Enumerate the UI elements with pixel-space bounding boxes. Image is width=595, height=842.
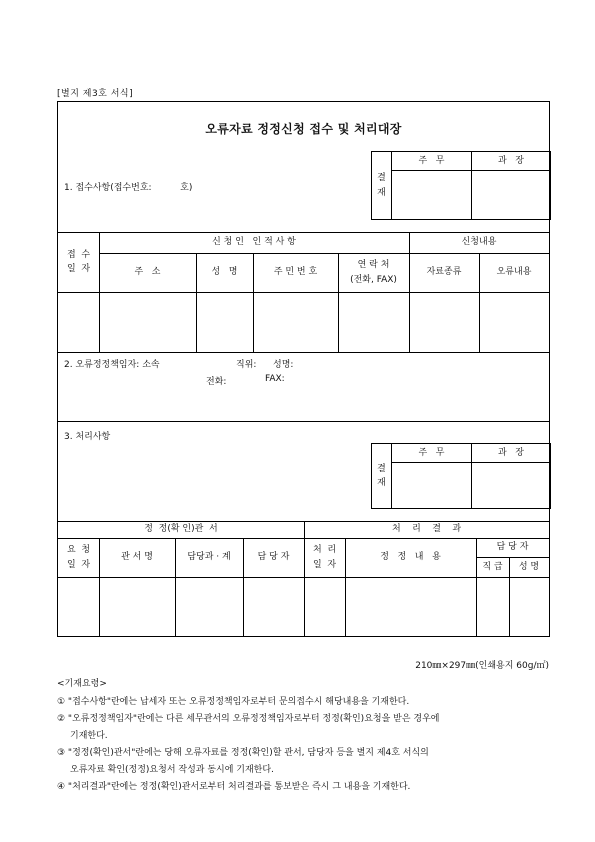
name-label: 성명: — [273, 360, 294, 370]
contact-header: 연 락 처 (전화, FAX) — [350, 260, 397, 285]
office-name-header: 관 서 명 — [121, 552, 153, 563]
note-item: ④ "처리결과"란에는 정정(확인)관서로부터 처리결과를 통보받은 즉시 그 내용을 기재한다. — [57, 782, 411, 792]
paper-size-note: 210㎜×297㎜(인쇄용지 60g/㎡) — [415, 661, 549, 671]
note-item: ① "접수사항"란에는 납세자 또는 오류정정책임자로부터 문의접수시 해당내용을 기재한다. — [57, 697, 410, 707]
approval-staff-header: 주 무 — [418, 447, 445, 458]
note-item: 오류자료 확인(정정)요청서 작성과 동시에 기재한다. — [70, 765, 274, 775]
data-type-header: 자료종류 — [426, 267, 462, 278]
applicant-info-header: 신 청 인 인 적 사 항 — [212, 237, 296, 248]
notes-heading: <기재요령> — [57, 679, 107, 689]
request-content-header: 신청내용 — [461, 237, 497, 248]
approval-box-top — [371, 151, 551, 220]
approval-label: 결 재 — [377, 173, 386, 198]
resident-number-header: 주 민 번 호 — [273, 267, 318, 278]
person-name-header: 성 명 — [518, 561, 540, 572]
note-item: ② "오류정정책임자"란에는 다른 세무관서의 오류정정책임자로부터 정정(확인)요청을 받은 경우에 — [57, 714, 440, 724]
approval-chief-header: 과 장 — [498, 155, 524, 166]
correction-office-header: 정 정(확 인)관 서 — [144, 524, 218, 535]
form-number-label: [별지 제3호 서식] — [57, 89, 134, 99]
process-date-header: 처 리 일 자 — [312, 545, 337, 570]
approval-chief-header: 과 장 — [498, 447, 524, 458]
section2-label: 2. 오류정정책임자: 소속 — [64, 360, 160, 370]
form-title: 오류자료 정정신청 접수 및 처리대장 — [205, 122, 402, 136]
approval-label: 결 재 — [377, 463, 386, 488]
staff-header: 담 당 자 — [257, 552, 290, 563]
note-item: 기재한다. — [70, 731, 108, 741]
correction-content-header: 정 정 내 용 — [380, 552, 441, 563]
person-in-charge-header: 담 당 자 — [496, 542, 529, 553]
fax-label: FAX: — [265, 374, 285, 384]
note-item: ③ "정정(확인)관서"란에는 당해 오류자료를 정정(확인)할 관서, 담당자 등을 별지 제4호 서식의 — [57, 748, 429, 758]
processing-result-header: 처 리 결 과 — [391, 524, 462, 535]
approval-box-bottom — [371, 443, 551, 509]
name-header: 성 명 — [211, 267, 238, 278]
receipt-date-header: 접 수 일 자 — [66, 249, 91, 274]
address-header: 주 소 — [134, 267, 161, 278]
rank-header: 직 급 — [482, 561, 503, 572]
error-content-header: 오류내용 — [496, 267, 532, 278]
request-date-header: 요 청 일 자 — [66, 545, 91, 570]
section1-label: 1. 접수사항(접수번호: 호) — [64, 183, 193, 193]
approval-staff-header: 주 무 — [418, 155, 445, 166]
position-label: 직위: — [236, 360, 257, 370]
phone-label: 전화: — [206, 377, 227, 387]
department-header: 담당과 · 계 — [187, 552, 231, 563]
registry-form — [57, 101, 550, 637]
section3-label: 3. 처리사항 — [64, 432, 111, 442]
